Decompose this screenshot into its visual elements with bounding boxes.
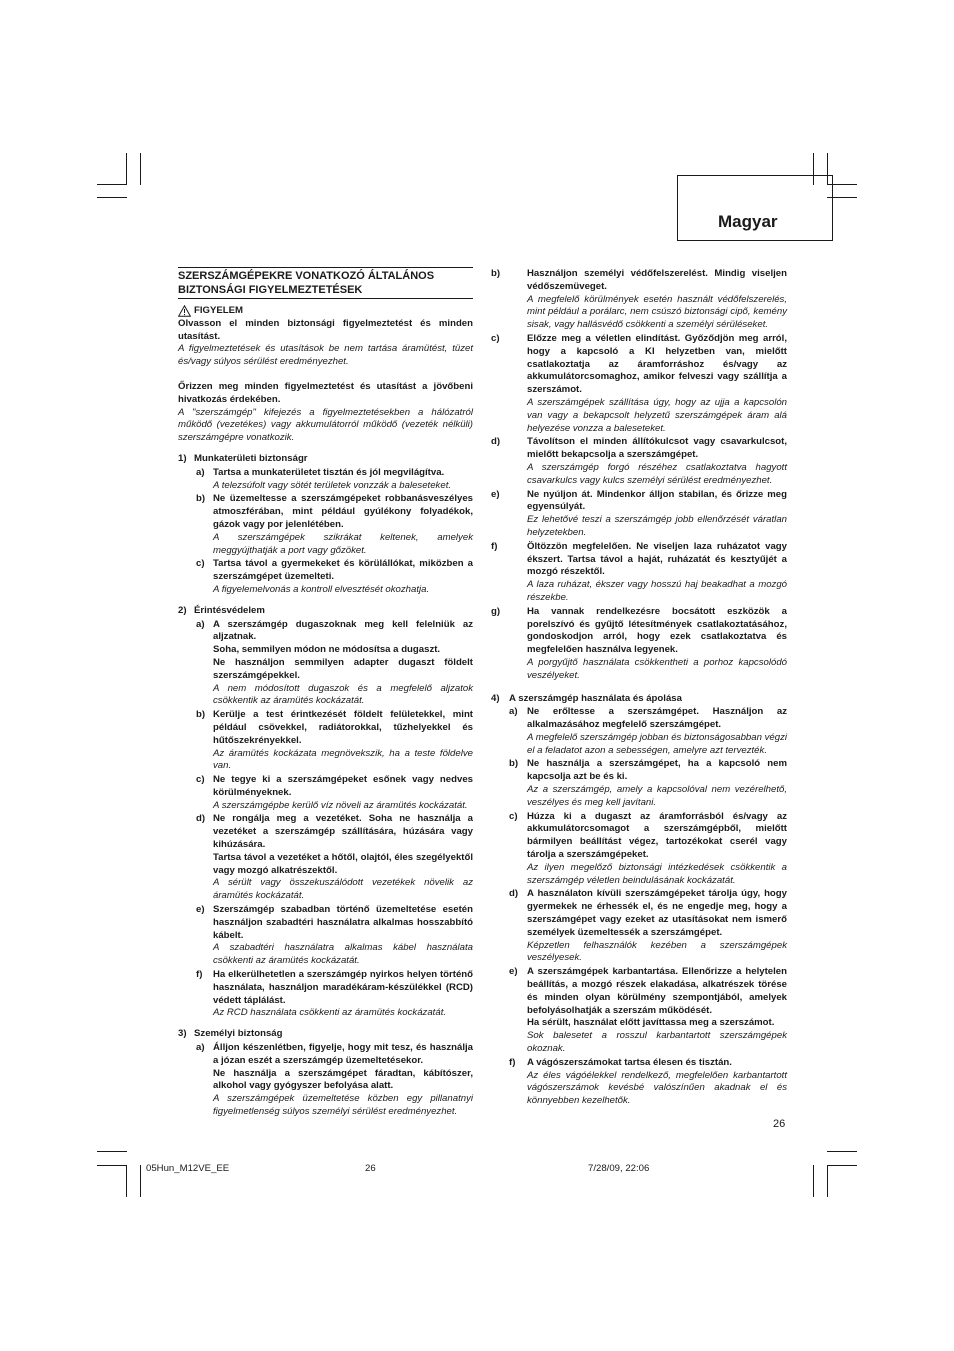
item-italic: Az éles vágóélekkel rendelkező, megfelelően karbantartott vágószerszámok kevésbé valószínűen akadnak el és könnyebben kezelhetők. xyxy=(527,1069,787,1107)
item-italic: A laza ruházat, ékszer vagy hosszú haj beakadhat a mozgó részekbe. xyxy=(527,579,787,603)
item-letter: e) xyxy=(509,966,518,978)
item-bold: A használaton kívüli szerszámgépeket tárolja úgy, hogy gyermekek ne érhessék el, és ne engedje meg, hogy a szerszámgépet vagy ezeket az utasításokat nem ismerő személyek üzemeltessék a szerszámgépet. xyxy=(527,888,787,938)
language-tab xyxy=(677,175,833,241)
item-bold: Ha elkerülhetetlen a szerszámgép nyirkos helyen történő használata, használjon maradékáram-készülékkel (RCD) védett táplálást. xyxy=(213,969,473,1006)
item-letter: c) xyxy=(196,558,205,570)
item-bold: A vágószerszámokat tartsa élesen és tisztán. xyxy=(527,1056,732,1068)
list-item xyxy=(491,811,787,888)
item-bold: Ne nyúljon át. Mindenkor álljon stabilan, és őrizze meg egyensúlyát. xyxy=(527,488,787,513)
item-bold: Ne erőltesse a szerszámgépet. Használjon az alkalmazásához megfelelő szerszámgépet. xyxy=(527,706,787,731)
crop-mark-tl-h1 xyxy=(97,184,127,185)
item-bold-2: Ne használja a szerszámgépet fáradtan, kábítószer, alkohol vagy gyógyszer befolyása alatt. xyxy=(213,1067,473,1092)
item-bold: Ne üzemeltesse a szerszámgépeket robbanásveszélyes atmoszférában, mint például gyúlékony folyadékok, gázok vagy por jelenlétében. xyxy=(213,493,473,530)
item-italic: Az ilyen megelőző biztonsági intézkedések csökkentik a szerszámgép véletlen beindulásának kockázatát. xyxy=(527,861,787,886)
right-column xyxy=(491,267,787,1108)
item-letter: c) xyxy=(196,774,205,786)
item-italic: Ez lehetővé teszi a szerszámgép jobb ellenőrzését váratlan helyzetekben. xyxy=(527,514,787,538)
item-italic: Képzetlen felhasználók kezében a szerszámgépek veszélyesek. xyxy=(527,939,787,964)
section-1-number: 1) xyxy=(178,452,187,464)
list-item xyxy=(178,969,473,1020)
crop-mark-br-h1 xyxy=(827,1151,857,1152)
item-bold-2: Tartsa távol a vezetéket a hőtől, olajtól, éles szegélyektől vagy mozgó alkatrészektől. xyxy=(213,851,473,876)
item-bold: Tartsa a munkaterületet tisztán és jól megvilágítva. xyxy=(213,466,445,478)
list-item xyxy=(178,619,473,709)
item-letter: c) xyxy=(491,332,500,344)
item-bold: Kerülje a test érintkezését földelt felületekkel, mint például csövekkel, radiátorokkal, tűzhelyekkel és hűtőszekrényekkel. xyxy=(213,709,473,746)
warning-label: FIGYELEM xyxy=(194,305,244,316)
item-bold: Ne tegye ki a szerszámgépeket esőnek vagy nedves körülményeknek. xyxy=(213,774,473,798)
list-item xyxy=(178,709,473,773)
section-4 xyxy=(491,693,787,1109)
section-1-heading xyxy=(178,453,473,466)
section-3 xyxy=(178,1028,473,1119)
item-letter: a) xyxy=(196,618,205,630)
warning-bold-text: Olvasson el minden biztonsági figyelmeztetést és minden utasítást. xyxy=(178,317,473,342)
item-letter: a) xyxy=(196,1042,205,1054)
warning-triangle-icon xyxy=(178,305,191,317)
crop-mark-tl-v2 xyxy=(140,153,141,185)
section-title xyxy=(178,267,473,299)
list-item xyxy=(491,606,787,683)
item-bold: Húzza ki a dugaszt az áramforrásból és/vagy az akkumulátorcsomagot a szerszámgépből, mielőtt bármilyen beállítást végez, tartozékokat cserél vagy tárolja a szerszámgépeket. xyxy=(527,810,787,861)
item-italic: A szerszámgépek üzemeltetése közben egy pillanatnyi figyelmetlenség súlyos személyi sérülést eredményezhet. xyxy=(213,1093,473,1118)
item-letter: b) xyxy=(196,709,206,721)
crop-mark-bl-h1 xyxy=(97,1151,127,1152)
list-item xyxy=(491,1057,787,1108)
item-italic: A szerszámgépek szállítása úgy, hogy az ujja a kapcsolón van vagy a bekapcsolt helyzetű szerszámgépek áram alá helyezése vonzza a baleseteket. xyxy=(527,396,787,434)
item-letter: b) xyxy=(196,493,206,505)
item-letter: f) xyxy=(509,1056,516,1068)
page-number: 26 xyxy=(773,1118,786,1130)
list-item xyxy=(178,774,473,812)
item-italic: A megfelelő szerszámgép jobban és biztonságosabban végzi el a feladatot azon a sebességen, amelyre azt tervezték. xyxy=(527,731,787,756)
item-bold: A szerszámgép dugaszoknak meg kell felelniük az aljzatnak. xyxy=(213,618,473,643)
section-4-heading xyxy=(491,693,787,706)
list-item xyxy=(491,436,787,487)
keep-instructions-bold: Őrizzen meg minden figyelmeztetést és utasítást a jövőbeni hivatkozás érdekében. xyxy=(178,380,473,405)
footer-timestamp: 7/28/09, 22:06 xyxy=(588,1163,650,1174)
item-italic: Az a szerszámgép, amely a kapcsolóval nem vezérelhető, veszélyes és meg kell javítani. xyxy=(527,784,787,808)
item-letter: g) xyxy=(491,605,501,617)
title-line-1: SZERSZÁMGÉPEKRE VONATKOZÓ ÁLTALÁNOS xyxy=(178,270,435,282)
list-item xyxy=(178,1042,473,1119)
item-bold: Tartsa távol a gyermekeket és körülállókat, miközben a szerszámgépet üzemelteti. xyxy=(213,558,473,583)
crop-mark-bl-v2 xyxy=(140,1165,141,1197)
item-letter: e) xyxy=(196,904,205,916)
item-bold: Távolítson el minden állítókulcsot vagy csavarkulcsot, mielőtt bekapcsolja a szerszámgépet. xyxy=(527,436,787,461)
list-item xyxy=(491,888,787,965)
left-column xyxy=(178,267,473,1119)
item-letter: d) xyxy=(196,813,206,825)
item-bold: Öltözzön megfelelően. Ne viseljen laza ruházatot vagy ékszert. Tartsa távol a haját, ruházatát és kesztyűjét a mozgó részektől. xyxy=(527,540,787,578)
language-label: Magyar xyxy=(718,212,778,231)
list-item xyxy=(491,758,787,809)
section-2 xyxy=(178,605,473,1021)
list-item xyxy=(491,489,787,540)
warning-italic-text: A figyelmeztetések és utasítások be nem tartása áramütést, tüzet és/vagy súlyos sérülést eredményezhet. xyxy=(178,343,473,368)
item-letter: c) xyxy=(509,810,518,822)
item-italic: Sok balesetet a rosszul karbantartott szerszámgépek okoznak. xyxy=(527,1030,787,1055)
list-item xyxy=(178,467,473,493)
item-letter: b) xyxy=(491,268,501,279)
crop-mark-br-h2 xyxy=(827,1165,857,1166)
section-2-heading xyxy=(178,605,473,618)
item-bold: Előzze meg a véletlen elindítást. Győződjön meg arról, hogy a kapcsoló a KI helyzetben van, mielőtt csatlakoztatja az áramforráshoz és/vagy az akkumulátorcsomaghoz, amikor felveszi vagy szállítja a szerszámot. xyxy=(527,332,787,396)
list-item xyxy=(491,966,787,1056)
item-bold: Szerszámgép szabadban történő üzemeltetése esetén használjon szabadtéri használatra alkalmas hosszabbító kábelt. xyxy=(213,904,473,941)
item-bold: Használjon személyi védőfelszerelést. Mindig viseljen védőszemüveget. xyxy=(527,268,787,292)
item-bold: A szerszámgépek karbantartása. Ellenőrizze a helytelen beállítás, a mozgó részek elakadása, alkatrészek törése és minden olyan körülmény szempontjából, amelyek befolyásolhatják a szerszám működését. xyxy=(527,966,787,1016)
item-italic: A figyelemelvonás a kontroll elvesztését okozhatja. xyxy=(213,583,430,595)
item-letter: d) xyxy=(509,888,519,900)
crop-mark-br-v2 xyxy=(827,1165,828,1197)
item-italic: A sérült vagy összekuszálódott vezetékek növelik az áramütés kockázatát. xyxy=(213,877,473,902)
item-letter: d) xyxy=(491,436,501,448)
list-item xyxy=(491,706,787,757)
section-4-number: 4) xyxy=(491,692,500,704)
item-italic: Az áramütés kockázata megnövekszik, ha a teste földelve van. xyxy=(213,747,473,772)
list-item xyxy=(491,268,787,332)
section-4-title: A szerszámgép használata és ápolása xyxy=(509,692,682,704)
item-bold: Ha vannak rendelkezésre bocsátott eszközök a porelszívó és gyűjtő létesítmények csatlakoztatásához, gondoskodjon arról, hogy ezek csatlakoztatva és megfelelően használva legyenek. xyxy=(527,605,787,656)
item-bold-2: Ha sérült, használat előtt javíttassa meg a szerszámot. xyxy=(527,1017,775,1029)
item-letter: e) xyxy=(491,488,500,500)
crop-mark-bl-v1 xyxy=(126,1165,127,1197)
item-italic: A porgyűjtő használata csökkentheti a porhoz kapcsolódó veszélyeket. xyxy=(527,656,787,681)
warning-heading xyxy=(178,305,473,318)
item-italic: A szerszámgépbe kerülő víz növeli az áramütés kockázatát. xyxy=(213,799,468,811)
section-3-number: 3) xyxy=(178,1028,187,1040)
item-letter: f) xyxy=(491,540,498,552)
section-1-title: Munkaterületi biztonságr xyxy=(194,452,308,464)
item-italic: A szerszámgép forgó részéhez csatlakoztatva hagyott csavarkulcs vagy kulcs személyi sérülést eredményezhet. xyxy=(527,461,787,486)
crop-mark-br-v1 xyxy=(813,1165,814,1197)
list-item xyxy=(178,558,473,596)
section-2-number: 2) xyxy=(178,604,187,616)
section-3-title: Személyi biztonság xyxy=(194,1028,283,1040)
item-bold-2: Soha, semmilyen módon ne módosítsa a dugaszt. xyxy=(213,644,441,656)
title-line-2: BIZTONSÁGI FIGYELMEZTETÉSEK xyxy=(178,284,363,296)
item-bold: Ne használja a szerszámgépet, ha a kapcsoló nem kapcsolja azt be és ki. xyxy=(527,758,787,783)
item-letter: f) xyxy=(196,969,203,981)
item-italic: A szerszámgépek szikrákat keltenek, amelyek meggyújthatják a port vagy gőzöket. xyxy=(213,531,473,556)
keep-instructions-italic: A "szerszámgép" kifejezés a figyelmeztetésekben a hálózatról működő (vezetékes) vagy akkumulátorról működő (vezeték nélküli) szerszámgépre vonatkozik. xyxy=(178,406,473,444)
item-letter: a) xyxy=(509,706,518,718)
footer-filename: 05Hun_M12VE_EE xyxy=(146,1163,230,1174)
list-item xyxy=(491,333,787,435)
list-item xyxy=(178,904,473,968)
list-item xyxy=(178,813,473,903)
item-italic: A megfelelő körülmények esetén használt védőfelszerelés, mint például a porálarc, nem csúszó biztonsági cipő, kemény sisak, vagy hallásvédő csökkenti a személyi sérüléseket. xyxy=(527,293,787,331)
section-1 xyxy=(178,453,473,597)
section-2-title: Érintésvédelem xyxy=(194,604,265,616)
section-3-heading xyxy=(178,1028,473,1041)
list-item xyxy=(491,541,787,605)
item-letter: a) xyxy=(196,466,205,478)
crop-mark-tl-v1 xyxy=(126,153,127,185)
item-italic: Az RCD használata csökkenti az áramütés kockázatát. xyxy=(213,1007,447,1019)
item-letter: b) xyxy=(509,758,519,770)
item-italic: A szabadtéri használatra alkalmas kábel használata csökkenti az áramütés kockázatát. xyxy=(213,942,473,967)
item-bold: Álljon készenlétben, figyelje, hogy mit tesz, és használja a józan eszét a szerszámgép üzemeltetésekor. xyxy=(213,1042,473,1066)
footer-page: 26 xyxy=(365,1163,376,1174)
item-italic: A nem módosított dugaszok és a megfelelő aljzatok csökkentik az áramütés kockázatát. xyxy=(213,682,473,707)
list-item xyxy=(178,493,473,557)
item-bold: Ne rongálja meg a vezetéket. Soha ne használja a vezetéket a szerszámgép szállítására, húzására vagy kihúzására. xyxy=(213,813,473,851)
item-italic: A telezsúfolt vagy sötét területek vonzzák a baleseteket. xyxy=(213,479,452,491)
item-bold-3: Ne használjon semmilyen adapter dugaszt földelt szerszámgépekkel. xyxy=(213,656,473,681)
crop-mark-bl-h2 xyxy=(97,1165,127,1166)
crop-mark-tl-h2 xyxy=(97,197,127,198)
